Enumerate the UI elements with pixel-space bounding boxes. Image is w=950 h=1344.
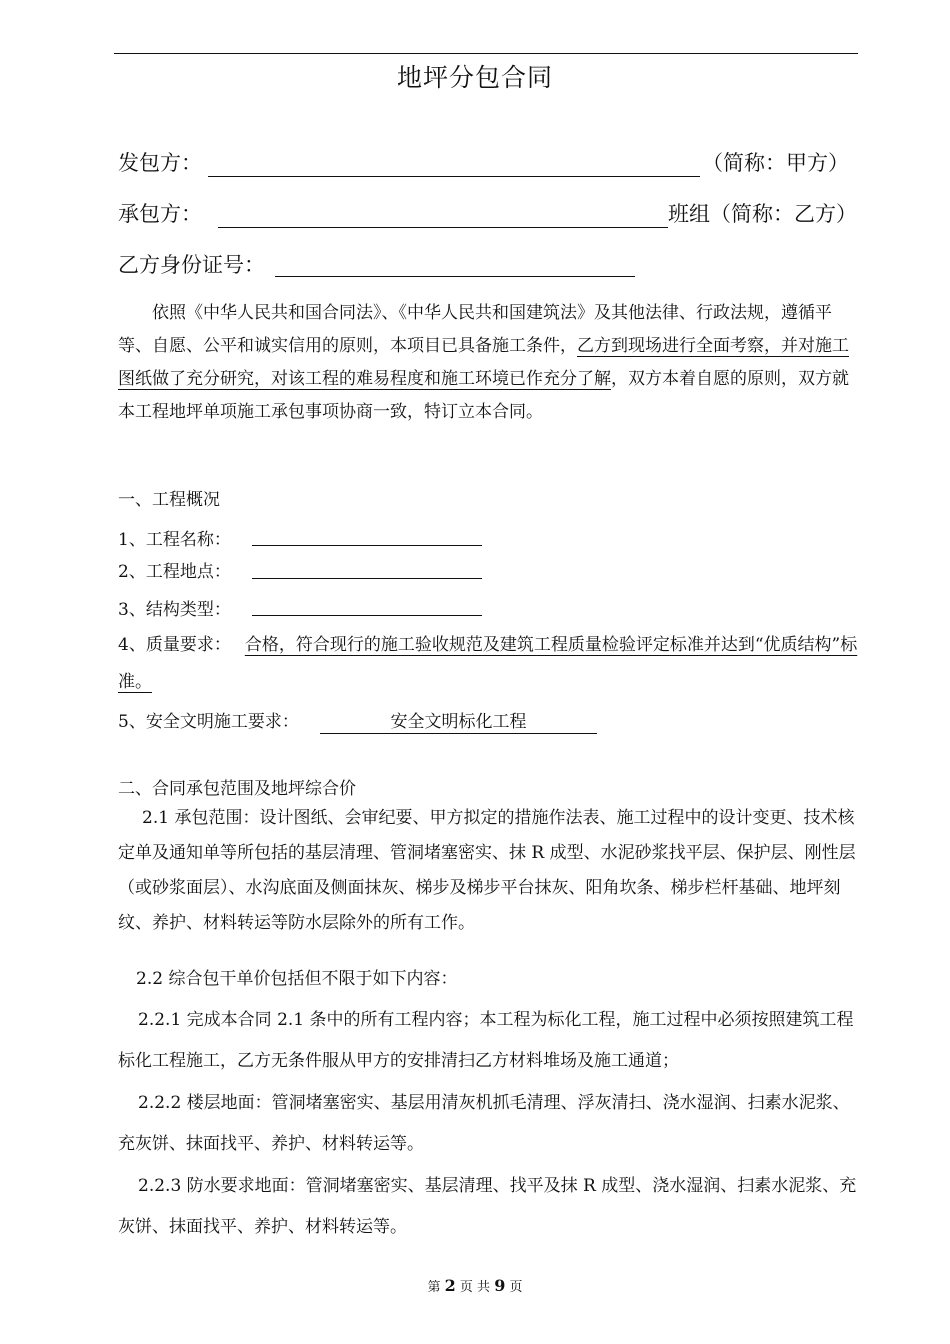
preamble-underlined-text: 乙方到现场进行全面考察，并对施工图纸做了充分研究，对该工程的难易程度和施工环境已作充分了解 <box>118 336 849 389</box>
current-page-number: 2 <box>444 1276 456 1295</box>
subcontractor-suffix: 班组（简称：乙方） <box>668 202 857 226</box>
document-title: 地坪分包合同 <box>396 63 553 92</box>
quality-requirement-label: 4、质量要求： <box>118 635 231 655</box>
preamble-text-2: ，双方本着自愿的原则，双方就本工程地坪单项施工承包事项协商一致，特订立本合同。 <box>118 369 849 422</box>
page-footer <box>0 1276 950 1295</box>
structure-type-label: 3、结构类型： <box>118 600 231 620</box>
clause-2-2: 2.2 综合包干单价包括但不限于如下内容： <box>136 969 458 989</box>
safety-requirement-label: 5、安全文明施工要求： <box>118 712 299 732</box>
footer-prefix: 第 <box>427 1280 441 1295</box>
project-name-blank <box>252 545 482 546</box>
section1-heading: 一、工程概况 <box>118 490 220 510</box>
total-pages-number: 9 <box>494 1276 506 1295</box>
clause-2-1: 2.1 承包范围：设计图纸、会审纪要、甲方拟定的措施作法表、施工过程中的设计变更、技术核定单及通知单等所包括的基层清理、管洞堵塞密实、抹 R 成型、水泥砂浆找平层、保护层、刚性层（或砂浆面层）、水沟底面及侧面抹灰、梯步及梯步平台抹灰、阳角坎条、梯步栏杆基础、地坪刻纹、养护、材料转运等防水层除外的所有工作。 <box>118 808 856 933</box>
contractor-suffix: （简称：甲方） <box>702 151 849 175</box>
contractor-label: 发包方： <box>118 151 202 175</box>
subcontractor-label: 承包方： <box>118 202 202 226</box>
preamble-paragraph <box>118 297 858 429</box>
id-number-blank <box>275 276 635 277</box>
project-name-label: 1、工程名称： <box>118 530 231 550</box>
footer-middle: 页 共 <box>459 1280 491 1295</box>
contractor-name-blank <box>208 176 700 177</box>
preamble-text-1: 依照《中华人民共和国合同法》、《中华人民共和国建筑法》及其他法律、行政法规，遵循平等、自愿、公平和诚实信用的原则，本项目已具备施工条件， <box>118 303 832 356</box>
id-number-label: 乙方身份证号： <box>118 253 265 277</box>
clause-2-2-2: 2.2.2 楼层地面：管洞堵塞密实、基层用清灰机抓毛清理、浮灰清扫、浇水湿润、扫素水泥浆、充灰饼、抹面找平、养护、材料转运等。 <box>118 1093 850 1154</box>
header-rule <box>114 53 858 54</box>
quality-requirement <box>118 627 858 701</box>
project-location-blank <box>252 578 482 579</box>
clause-2-2-3: 2.2.3 防水要求地面：管洞堵塞密实、基层清理、找平及抹 R 成型、浇水湿润、扫素水泥浆、充灰饼、抹面找平、养护、材料转运等。 <box>118 1176 857 1237</box>
project-location-label: 2、工程地点： <box>118 562 231 582</box>
subcontractor-name-blank <box>218 227 668 228</box>
clause-2-2-1: 2.2.1 完成本合同 2.1 条中的所有工程内容；本工程为标化工程，施工过程中必须按照建筑工程标化工程施工，乙方无条件服从甲方的安排清扫乙方材料堆场及施工通道； <box>118 1010 854 1071</box>
structure-type-blank <box>252 615 482 616</box>
section2-heading: 二、合同承包范围及地坪综合价 <box>118 779 356 799</box>
quality-requirement-value: 合格，符合现行的施工验收规范及建筑工程质量检验评定标准并达到“优质结构”标准。 <box>118 635 858 692</box>
footer-suffix: 页 <box>509 1280 523 1295</box>
safety-requirement-value: 安全文明标化工程 <box>320 707 597 734</box>
